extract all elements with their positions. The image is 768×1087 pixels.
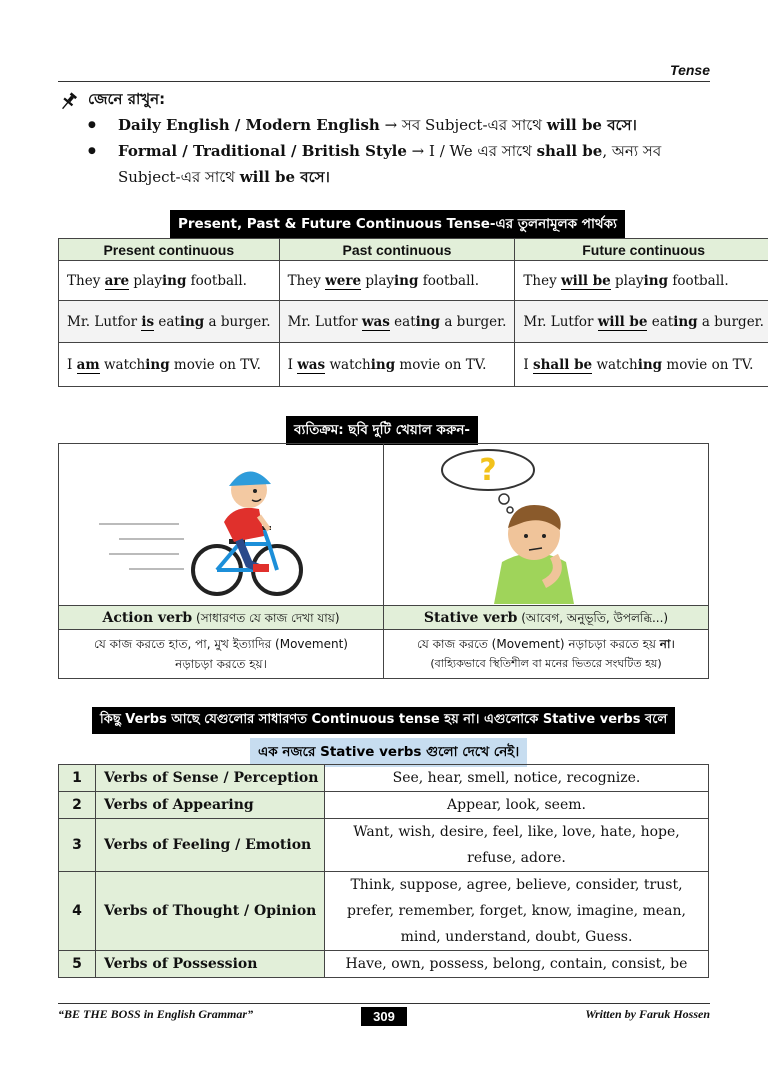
- column-header: Present continuous: [59, 239, 280, 261]
- row-number: 2: [59, 792, 96, 819]
- ing-suffix: ing: [637, 356, 663, 373]
- verb-category: Verbs of Sense / Perception: [96, 765, 325, 792]
- auxiliary-verb: am: [76, 356, 100, 373]
- sentence-text: Mr. Lutfor: [67, 313, 142, 330]
- comparison-banner: Present, Past & Future Continuous Tense-এর তুলনামূলক পার্থক্য: [170, 210, 625, 239]
- footer-divider: [58, 1003, 710, 1004]
- author-credit: Written by Faruk Hossen: [585, 1007, 710, 1021]
- column-header: Past continuous: [279, 239, 515, 261]
- auxiliary-verb: was: [361, 313, 390, 330]
- verb-examples: See, hear, smell, notice, recognize.: [325, 765, 709, 792]
- sentence-text: I: [523, 356, 533, 373]
- continuous-comparison-table: [58, 238, 768, 387]
- table-cell: [515, 301, 768, 343]
- ing-suffix: ing: [145, 356, 170, 373]
- ing-suffix: ing: [673, 313, 698, 330]
- page-number: 309: [361, 1007, 407, 1026]
- verb-stem: eat: [154, 313, 180, 330]
- description-line: যে কাজ করতে হাত, পা, মুখ ইত্যাদির (Movement): [94, 637, 348, 651]
- sentence-text: football.: [418, 272, 480, 289]
- table-header-row: [59, 239, 768, 261]
- question-mark-icon: ?: [479, 453, 497, 488]
- book-title: “BE THE BOSS in English Grammar”: [58, 1007, 254, 1021]
- verb-stem: play: [610, 272, 644, 289]
- table-row: [59, 872, 709, 951]
- table-row: [59, 792, 709, 819]
- auxiliary-verb: was: [297, 356, 326, 373]
- table-row: [59, 819, 709, 872]
- sentence-text: movie on TV.: [395, 356, 487, 373]
- action-verb-caption: [59, 606, 384, 629]
- verb-category: Verbs of Feeling / Emotion: [96, 819, 325, 872]
- sentence-text: movie on TV.: [169, 356, 261, 373]
- row-number: 5: [59, 951, 96, 978]
- ing-suffix: ing: [179, 313, 205, 330]
- note-heading-text: জেনে রাখুন:: [88, 90, 166, 108]
- stative-verb-title: Stative verb: [423, 610, 518, 626]
- table-cell: [279, 301, 515, 343]
- bullet-styles: Formal / Traditional / British Style: [118, 142, 407, 160]
- bullet-formal: [88, 138, 708, 190]
- auxiliary-verb: will be: [597, 313, 648, 330]
- sentence-text: football.: [668, 272, 729, 289]
- thinking-man-illustration: [384, 444, 708, 605]
- ing-suffix: ing: [415, 313, 441, 330]
- verb-stem: play: [361, 272, 395, 289]
- boy-riding-bicycle-image: [59, 444, 384, 604]
- ing-suffix: ing: [643, 272, 669, 289]
- action-verb-description: [59, 630, 384, 678]
- bullet-mid: , অন্য সব Subject-এর সাথে: [118, 142, 662, 186]
- table-row: [59, 765, 709, 792]
- table-cell: [515, 343, 768, 387]
- auxiliary-verb: are: [104, 272, 130, 289]
- row-number: 4: [59, 872, 96, 951]
- bullet-text: → সব Subject-এর সাথে: [379, 116, 547, 134]
- sentence-text: a burger.: [440, 313, 507, 330]
- verb-caption-row: [59, 605, 708, 630]
- auxiliary-verb: shall be: [533, 356, 593, 373]
- verb-examples: Have, own, possess, belong, contain, consist, be: [325, 951, 709, 978]
- bullet-tail: বসে।: [601, 116, 637, 134]
- ing-suffix: ing: [394, 272, 419, 289]
- sentence-text: a burger.: [204, 313, 271, 330]
- sentence-text: I: [287, 356, 298, 373]
- action-verb-title: Action verb: [102, 610, 193, 626]
- stative-verb-caption: [384, 606, 708, 629]
- verb-examples: Think, suppose, agree, believe, consider, trust, prefer, remember, forget, know, imagine, mean, mind, understand, doubt, Guess.: [325, 872, 709, 951]
- sentence-text: Mr. Lutfor: [523, 313, 598, 330]
- auxiliary-verb: is: [141, 313, 155, 330]
- bullet-aux: shall be: [536, 142, 603, 160]
- ing-suffix: ing: [162, 272, 187, 289]
- stative-verbs-banner: কিছু Verbs আছে যেগুলোর সাধারণত Continuous tense হয় না। এগুলোকে Stative verbs বলে: [92, 707, 675, 734]
- row-number: 3: [59, 819, 96, 872]
- description-line: নড়াচড়া করতে হয়।: [175, 657, 267, 671]
- description-line: (বাহ্যিকভাবে স্থিতিশীল বা মনের ভিতরে সংঘটিত হয়): [430, 657, 662, 670]
- table-cell: [59, 301, 280, 343]
- table-cell: [279, 261, 515, 301]
- sentence-text: movie on TV.: [662, 356, 754, 373]
- exception-banner: ব্যতিক্রম: ছবি দুটি খেয়াল করুন-: [286, 416, 478, 445]
- verb-examples: Appear, look, seem.: [325, 792, 709, 819]
- verb-stem: watch: [325, 356, 371, 373]
- verb-category: Verbs of Thought / Opinion: [96, 872, 325, 951]
- bullet-tail: বসে।: [295, 168, 330, 186]
- verb-category: Verbs of Possession: [96, 951, 325, 978]
- bullet-styles: Daily English / Modern English: [118, 116, 380, 134]
- verb-description-row: [59, 630, 708, 678]
- header-divider: [58, 81, 710, 82]
- sentence-text: Mr. Lutfor: [287, 313, 362, 330]
- bullet-modern: [88, 112, 708, 138]
- sentence-text: They: [67, 272, 105, 289]
- sentence-text: They: [523, 272, 561, 289]
- note-heading: [58, 88, 165, 113]
- bullet-aux: will be: [546, 116, 602, 134]
- table-cell: [279, 343, 515, 387]
- table-cell: [59, 261, 280, 301]
- verb-stem: watch: [592, 356, 638, 373]
- cyclist-illustration: [59, 444, 384, 605]
- stative-verbs-subbanner: এক নজরে Stative verbs গুলো দেখে নেই।: [250, 738, 527, 767]
- thinking-man-image: [384, 444, 708, 604]
- stative-verbs-table: [58, 764, 709, 978]
- description-line: [384, 634, 708, 654]
- pushpin-icon: [58, 91, 80, 111]
- row-number: 1: [59, 765, 96, 792]
- table-row: [59, 301, 768, 343]
- stative-verb-description: [384, 630, 708, 678]
- table-row: [59, 261, 768, 301]
- description-text: ।: [670, 637, 675, 651]
- verb-stem: watch: [99, 356, 146, 373]
- column-header: Future continuous: [515, 239, 768, 261]
- section-title: Tense: [670, 62, 710, 78]
- table-cell: [59, 343, 280, 387]
- action-verb-note: (সাধারণত যে কাজ দেখা যায়): [192, 611, 340, 625]
- description-emphasis: না: [659, 637, 671, 651]
- stative-verb-note: (আবেগ, অনুভূতি, উপলব্ধি...): [517, 611, 669, 625]
- bullet-text: → I / We এর সাথে: [406, 142, 537, 160]
- auxiliary-verb: will be: [560, 272, 611, 289]
- description-text: যে কাজ করতে (Movement) নড়াচড়া করতে হয়: [417, 637, 660, 651]
- verb-examples: Want, wish, desire, feel, like, love, hate, hope, refuse, adore.: [325, 819, 709, 872]
- verb-stem: play: [129, 272, 162, 289]
- table-row: [59, 951, 709, 978]
- table-row: [59, 343, 768, 387]
- verb-stem: eat: [389, 313, 416, 330]
- sentence-text: a burger.: [697, 313, 764, 330]
- bullet-aux: will be: [239, 168, 296, 186]
- table-cell: [515, 261, 768, 301]
- ing-suffix: ing: [370, 356, 396, 373]
- auxiliary-verb: were: [325, 272, 362, 289]
- sentence-text: I: [67, 356, 77, 373]
- sentence-text: football.: [186, 272, 247, 289]
- note-bullets: [88, 112, 708, 190]
- verb-category: Verbs of Appearing: [96, 792, 325, 819]
- verb-picture-panel: [58, 443, 709, 679]
- verb-stem: eat: [647, 313, 674, 330]
- sentence-text: They: [287, 272, 326, 289]
